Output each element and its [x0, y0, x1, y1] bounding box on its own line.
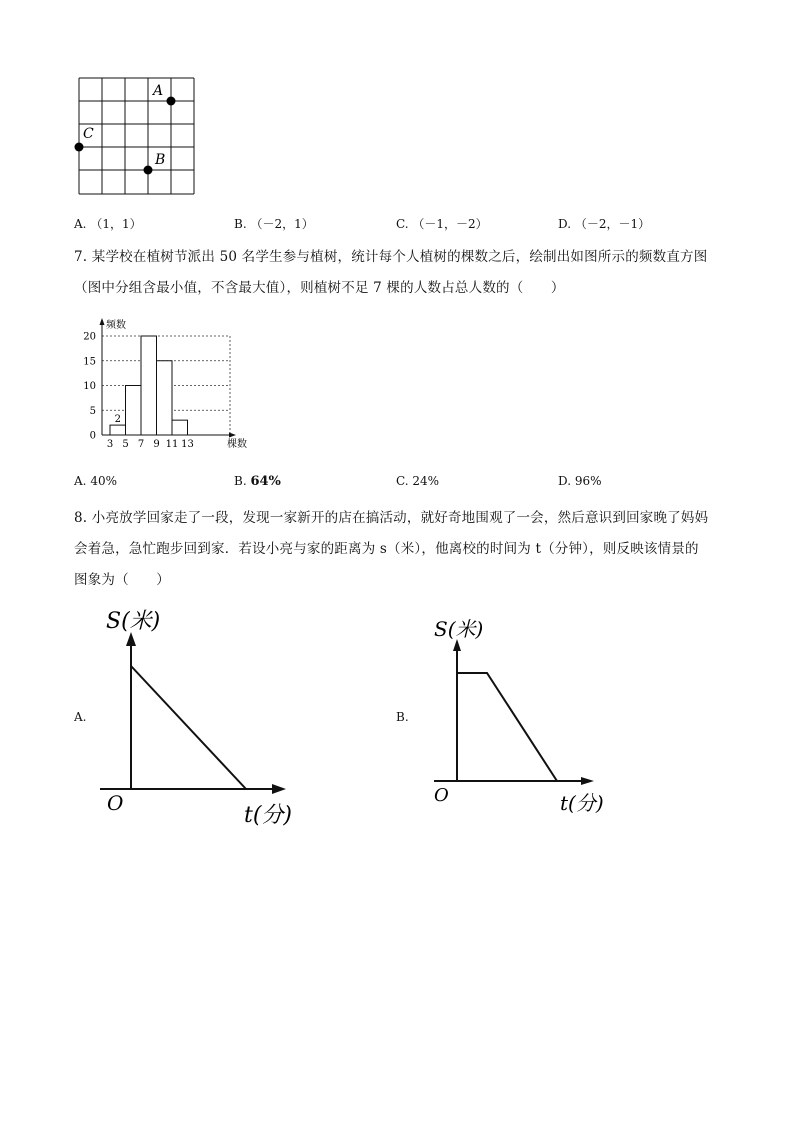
option-text: （1，1）	[90, 217, 142, 231]
option-letter: D.	[558, 474, 572, 488]
origin-label: O	[107, 791, 124, 815]
option-letter: C.	[396, 474, 409, 488]
q8-stem-line1: 8. 小亮放学回家走了一段，发现一家新开的店在搞活动，就好奇地围观了一会，然后意识到回家晚了妈妈	[74, 510, 709, 526]
point-a-label: A	[153, 83, 164, 99]
option-text: 40%	[90, 474, 117, 488]
histogram-bar	[126, 386, 142, 436]
q6-option-d[interactable]	[558, 215, 650, 232]
x-tick-label: 9	[153, 439, 160, 450]
histogram-y-axis-label: 频数	[106, 320, 126, 331]
point-c-label: C	[83, 126, 94, 142]
histogram-data-labels	[115, 414, 121, 425]
x-tick-label: 3	[106, 439, 114, 450]
histogram-y-ticks	[83, 332, 96, 442]
point-b	[144, 166, 153, 175]
frequency-histogram	[70, 316, 270, 454]
option-letter: A.	[74, 217, 87, 231]
y-axis-label: S(米)	[434, 617, 484, 641]
q7-stem-line1: 7. 某学校在植树节派出 50 名学生参与植树，统计每个人植树的棵数之后，绘制出如图所示的频数直方图	[74, 249, 708, 265]
y-tick-label: 20	[83, 331, 96, 343]
histogram-bar	[172, 420, 188, 435]
q7-option-b[interactable]	[234, 474, 281, 489]
point-c	[75, 143, 84, 152]
histogram-bar	[110, 425, 126, 435]
x-axis-arrow	[581, 777, 594, 785]
x-axis-arrow	[272, 784, 286, 794]
q6-option-b[interactable]	[234, 215, 314, 232]
histogram-x-ticks	[107, 439, 194, 450]
y-tick-label: 0	[89, 430, 96, 442]
option-text: （－1，－2）	[412, 217, 488, 231]
q6-option-a[interactable]	[74, 215, 142, 232]
option-text: 96%	[574, 474, 602, 488]
coordinate-grid-figure	[70, 72, 205, 202]
y-tick-label: 15	[83, 356, 96, 368]
q8-graph-b	[430, 610, 620, 820]
x-tick-label: 13	[181, 439, 194, 450]
x-tick-label: 7	[137, 439, 145, 450]
histogram-x-axis-label: 棵数	[227, 439, 247, 450]
option-text: （－2，1）	[250, 217, 314, 231]
q6-option-c[interactable]	[396, 215, 488, 232]
q7-stem-line2: （图中分组含最小值，不含最大值），则植树不足 7 棵的人数占总人数的（ ）	[74, 280, 565, 296]
graph-line	[457, 673, 557, 781]
x-axis-label: t(分)	[560, 791, 604, 815]
point-b-label: B	[155, 152, 166, 168]
q8-option-a-letter[interactable]: A.	[74, 710, 87, 724]
point-a	[167, 97, 176, 106]
bar-data-label: 2	[114, 414, 121, 426]
y-axis-arrow	[126, 632, 136, 646]
q7-option-a[interactable]	[74, 474, 117, 488]
option-text: （－2，－1）	[574, 217, 651, 231]
q7-option-c[interactable]	[396, 474, 439, 488]
y-axis-label: S(米)	[106, 609, 161, 634]
q8-stem-line2: 会着急，急忙跑步回到家．若设小亮与家的距离为 s（米），他离校的时间为 t（分钟），则反映该情景的	[74, 541, 699, 557]
option-text: 64%	[250, 474, 281, 489]
x-tick-label: 5	[122, 439, 129, 450]
option-letter: A.	[74, 474, 87, 488]
option-text: 24%	[412, 474, 440, 488]
x-axis-label: t(分)	[244, 803, 293, 828]
histogram-bar	[157, 361, 173, 435]
y-tick-label: 10	[83, 381, 96, 392]
option-letter: C.	[396, 217, 409, 231]
option-letter: B.	[234, 474, 247, 488]
q8-stem-line3: 图象为（ ）	[74, 572, 170, 588]
q7-option-d[interactable]	[558, 474, 602, 488]
grid-lines	[79, 78, 194, 194]
option-letter: D.	[558, 217, 572, 231]
origin-label: O	[434, 785, 449, 806]
q8-graph-a	[100, 600, 320, 832]
option-letter: B.	[234, 217, 247, 231]
x-tick-label: 11	[165, 439, 179, 450]
y-tick-label: 5	[89, 405, 96, 417]
histogram-bar	[141, 336, 157, 435]
q8-option-b-letter[interactable]: B.	[396, 710, 409, 724]
graph-line	[131, 666, 246, 789]
